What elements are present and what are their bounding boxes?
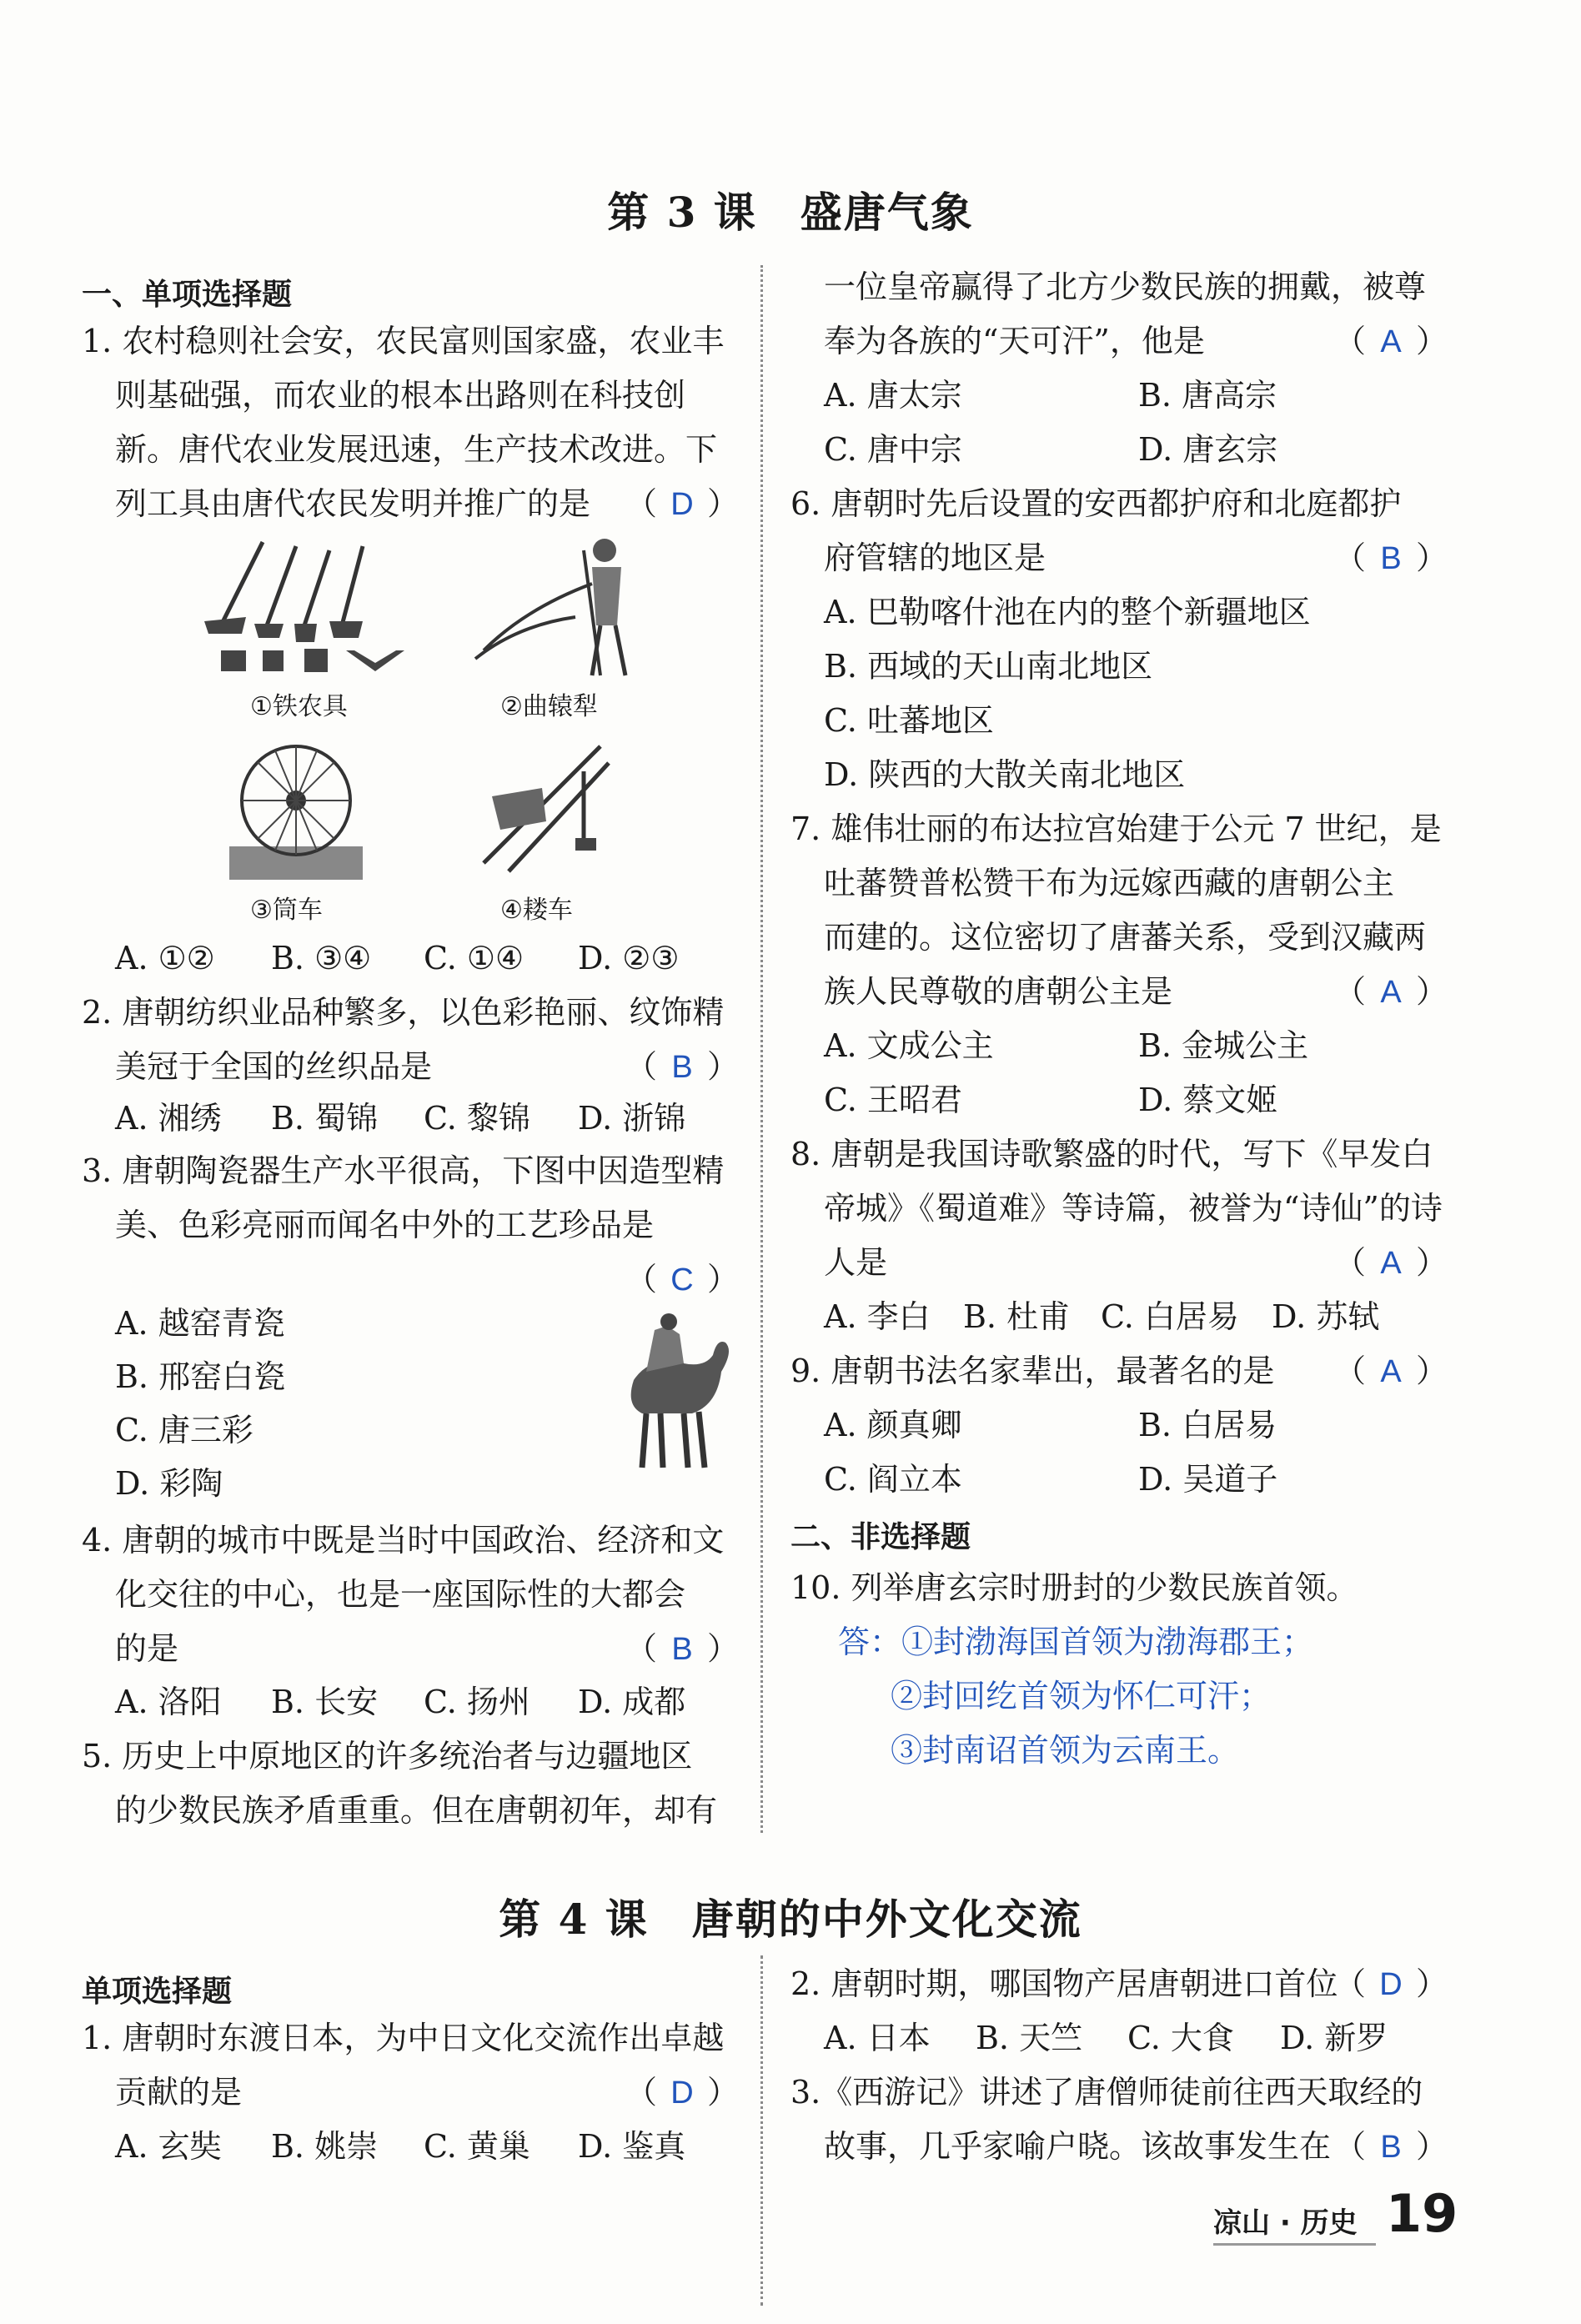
q4-option-a: A. 洛阳 xyxy=(115,1684,222,1720)
q8-answer-value: A xyxy=(1380,1246,1402,1281)
q10-answer-2: ②封回纥首领为怀仁可汗； xyxy=(891,1678,1272,1714)
q3-option-c: C. 唐三彩 xyxy=(115,1412,253,1448)
tang-sancai-camel-image xyxy=(600,1305,738,1480)
q1-option-b: B. ③④ xyxy=(271,940,372,976)
q4-option-c: C. 扬州 xyxy=(424,1684,530,1720)
q4-answer-value: B xyxy=(671,1632,693,1667)
l4q2-answer-value: D xyxy=(1379,1967,1403,2002)
water-wheel-image xyxy=(225,738,367,884)
caption-seed-drill: ④耧车 xyxy=(500,896,573,925)
q6-answer-value: B xyxy=(1380,541,1402,576)
q7-line-1: 7. 雄伟壮丽的布达拉宫始建于公元 7 世纪，是 xyxy=(790,811,1442,847)
q8-line-2: 帝城》《蜀道难》等诗篇，被誉为“诗仙”的诗 xyxy=(824,1190,1443,1227)
q6-option-a: A. 巴勒喀什池在内的整个新疆地区 xyxy=(824,594,1311,630)
q1-option-c: C. ①④ xyxy=(424,940,524,976)
q2-line-1: 2. 唐朝纺织业品种繁多，以色彩艳丽、纹饰精 xyxy=(82,994,725,1031)
q5-option-b: B. 唐高宗 xyxy=(1138,377,1277,414)
q1-option-a: A. ①② xyxy=(115,940,215,976)
q5-option-d: D. 唐玄宗 xyxy=(1138,431,1278,468)
caption-iron-tools: ①铁农具 xyxy=(250,692,348,721)
q9-option-d: D. 吴道子 xyxy=(1138,1461,1278,1498)
q3-line-2: 美、色彩亮丽而闻名中外的工艺珍品是 xyxy=(115,1207,655,1243)
l4q2-option-b: B. 天竺 xyxy=(976,2020,1083,2056)
q4-option-d: D. 成都 xyxy=(578,1684,686,1720)
q2-option-a: A. 湘绣 xyxy=(115,1100,222,1137)
caption-water-wheel: ③筒车 xyxy=(250,896,323,925)
q3-answer: （ C ） xyxy=(625,1261,740,1298)
q8-line-3: 人是 xyxy=(824,1244,888,1281)
section-title-non-choice: 二、非选择题 xyxy=(790,1520,971,1554)
lesson4-section-title: 单项选择题 xyxy=(82,1975,233,2009)
l4q1-line-1: 1. 唐朝时东渡日本，为中日文化交流作出卓越 xyxy=(82,2020,725,2056)
q8-option-b: B. 杜甫 xyxy=(963,1298,1071,1335)
q2-line-2: 美冠于全国的丝织品是 xyxy=(115,1048,433,1085)
q10-answer-1: 答：①封渤海国首领为渤海郡王； xyxy=(838,1624,1314,1660)
q8-option-c: C. 白居易 xyxy=(1101,1298,1239,1335)
l4q1-option-a: A. 玄奘 xyxy=(115,2128,222,2165)
q5-option-a: A. 唐太宗 xyxy=(824,377,962,414)
l4q1-option-c: C. 黄巢 xyxy=(424,2128,530,2165)
q3-option-b: B. 邢窑白瓷 xyxy=(115,1358,286,1395)
l4q3-answer: （ B ） xyxy=(1334,2128,1448,2165)
q6-answer: （ B ） xyxy=(1334,540,1448,576)
q3-answer-value: C xyxy=(670,1262,694,1298)
q6-option-b: B. 西域的天山南北地区 xyxy=(824,648,1153,685)
q1-answer: （ D ） xyxy=(625,485,740,522)
q5-line-4: 奉为各族的“天可汗”，他是 xyxy=(824,323,1205,359)
q3-line-1: 3. 唐朝陶瓷器生产水平很高，下图中因造型精 xyxy=(82,1152,725,1189)
q3-option-d: D. 彩陶 xyxy=(115,1465,223,1502)
q4-line-2: 化交往的中心，也是一座国际性的大都会 xyxy=(115,1576,686,1613)
q9-option-a: A. 颜真卿 xyxy=(824,1407,962,1443)
footer-underline xyxy=(1213,2243,1376,2246)
q8-answer: （ A ） xyxy=(1334,1244,1448,1281)
q9-answer: （ A ） xyxy=(1334,1353,1448,1389)
l4q2-option-a: A. 日本 xyxy=(824,2020,931,2056)
l4q1-line-2: 贡献的是 xyxy=(115,2074,243,2111)
curved-plow-image xyxy=(467,534,634,680)
q2-option-d: D. 浙锦 xyxy=(578,1100,686,1137)
q5-line-2: 的少数民族矛盾重重。但在唐朝初年，却有 xyxy=(115,1792,718,1829)
l4q3-line-1: 3.《西游记》讲述了唐僧师徒前往西天取经的 xyxy=(790,2074,1423,2111)
q4-answer: （ B ） xyxy=(625,1630,740,1667)
q7-answer-value: A xyxy=(1380,975,1402,1010)
q6-line-1: 6. 唐朝时先后设置的安西都护府和北庭都护 xyxy=(790,485,1402,522)
l4q1-option-b: B. 姚崇 xyxy=(271,2128,379,2165)
q10-answer-3: ③封南诏首领为云南王。 xyxy=(891,1732,1240,1769)
l4q2-line-1: 2. 唐朝时期，哪国物产居唐朝进口首位 xyxy=(790,1965,1338,2002)
l4q3-line-2: 故事，几乎家喻户晓。该故事发生在 xyxy=(824,2128,1332,2165)
q2-option-b: B. 蜀锦 xyxy=(271,1100,379,1137)
caption-curved-plow: ②曲辕犁 xyxy=(500,692,598,721)
l4q3-answer-value: B xyxy=(1380,2130,1402,2165)
q9-option-c: C. 阎立本 xyxy=(824,1461,962,1498)
column-divider xyxy=(760,265,763,1833)
q6-option-c: C. 吐蕃地区 xyxy=(824,702,994,739)
q2-answer: （ B ） xyxy=(625,1048,740,1085)
q8-line-1: 8. 唐朝是我国诗歌繁盛的时代，写下《早发白 xyxy=(790,1136,1433,1172)
q7-option-d: D. 蔡文姬 xyxy=(1138,1082,1278,1118)
q2-option-c: C. 黎锦 xyxy=(424,1100,530,1137)
section-title-choice: 一、单项选择题 xyxy=(82,278,293,312)
q5-line-3: 一位皇帝赢得了北方少数民族的拥戴，被尊 xyxy=(824,269,1427,305)
q1-line-1: 1. 农村稳则社会安，农民富则国家盛，农业丰 xyxy=(82,323,725,359)
q7-option-c: C. 王昭君 xyxy=(824,1082,962,1118)
q1-line-2: 则基础强，而农业的根本出路则在科技创 xyxy=(115,377,686,414)
q7-line-3: 而建的。这位密切了唐蕃关系，受到汉藏两 xyxy=(824,919,1427,956)
q7-answer: （ A ） xyxy=(1334,973,1448,1010)
q1-option-d: D. ②③ xyxy=(578,940,680,976)
q6-line-2: 府管辖的地区是 xyxy=(824,540,1046,576)
q7-line-2: 吐蕃赞普松赞干布为远嫁西藏的唐朝公主 xyxy=(824,865,1395,901)
page-number: 19 xyxy=(1386,2183,1458,2244)
q9-option-b: B. 白居易 xyxy=(1138,1407,1277,1443)
q4-option-b: B. 长安 xyxy=(271,1684,379,1720)
q7-option-b: B. 金城公主 xyxy=(1138,1027,1309,1064)
q5-answer: （ A ） xyxy=(1334,323,1448,359)
column-divider-2 xyxy=(760,1955,763,2306)
q9-answer-value: A xyxy=(1380,1354,1402,1389)
q1-line-4: 列工具由唐代农民发明并推广的是 xyxy=(115,485,591,522)
seed-drill-image xyxy=(467,738,617,884)
q5-line-1: 5. 历史上中原地区的许多统治者与边疆地区 xyxy=(82,1738,693,1774)
q10-question: 10. 列举唐玄宗时册封的少数民族首领。 xyxy=(790,1569,1358,1606)
l4q2-option-d: D. 新罗 xyxy=(1280,2020,1388,2056)
q7-option-a: A. 文成公主 xyxy=(824,1027,994,1064)
q3-option-a: A. 越窑青瓷 xyxy=(115,1305,285,1342)
iron-tools-image xyxy=(196,534,421,680)
q6-option-d: D. 陕西的大散关南北地区 xyxy=(824,756,1186,793)
l4q1-answer: （ D ） xyxy=(625,2074,740,2111)
l4q1-answer-value: D xyxy=(670,2076,694,2111)
q9-line-1: 9. 唐朝书法名家辈出，最著名的是 xyxy=(790,1353,1275,1389)
lesson3-title: 第 3 课 盛唐气象 xyxy=(607,188,974,237)
q5-option-c: C. 唐中宗 xyxy=(824,431,962,468)
footer-label: 凉山 · 历史 xyxy=(1213,2206,1358,2240)
q1-line-3: 新。唐代农业发展迅速，生产技术改进。下 xyxy=(115,431,718,468)
q7-line-4: 族人民尊敬的唐朝公主是 xyxy=(824,973,1173,1010)
q1-answer-value: D xyxy=(670,487,694,522)
q8-option-d: D. 苏轼 xyxy=(1272,1298,1380,1335)
lesson4-title: 第 4 课 唐朝的中外文化交流 xyxy=(499,1895,1082,1944)
l4q2-answer: （ D ） xyxy=(1334,1965,1448,2002)
q8-option-a: A. 李白 xyxy=(824,1298,931,1335)
q2-answer-value: B xyxy=(671,1050,693,1085)
l4q2-option-c: C. 大食 xyxy=(1127,2020,1234,2056)
q5-answer-value: A xyxy=(1380,324,1402,359)
q4-line-1: 4. 唐朝的城市中既是当时中国政治、经济和文 xyxy=(82,1522,725,1559)
q4-line-3: 的是 xyxy=(115,1630,179,1667)
l4q1-option-d: D. 鉴真 xyxy=(578,2128,686,2165)
